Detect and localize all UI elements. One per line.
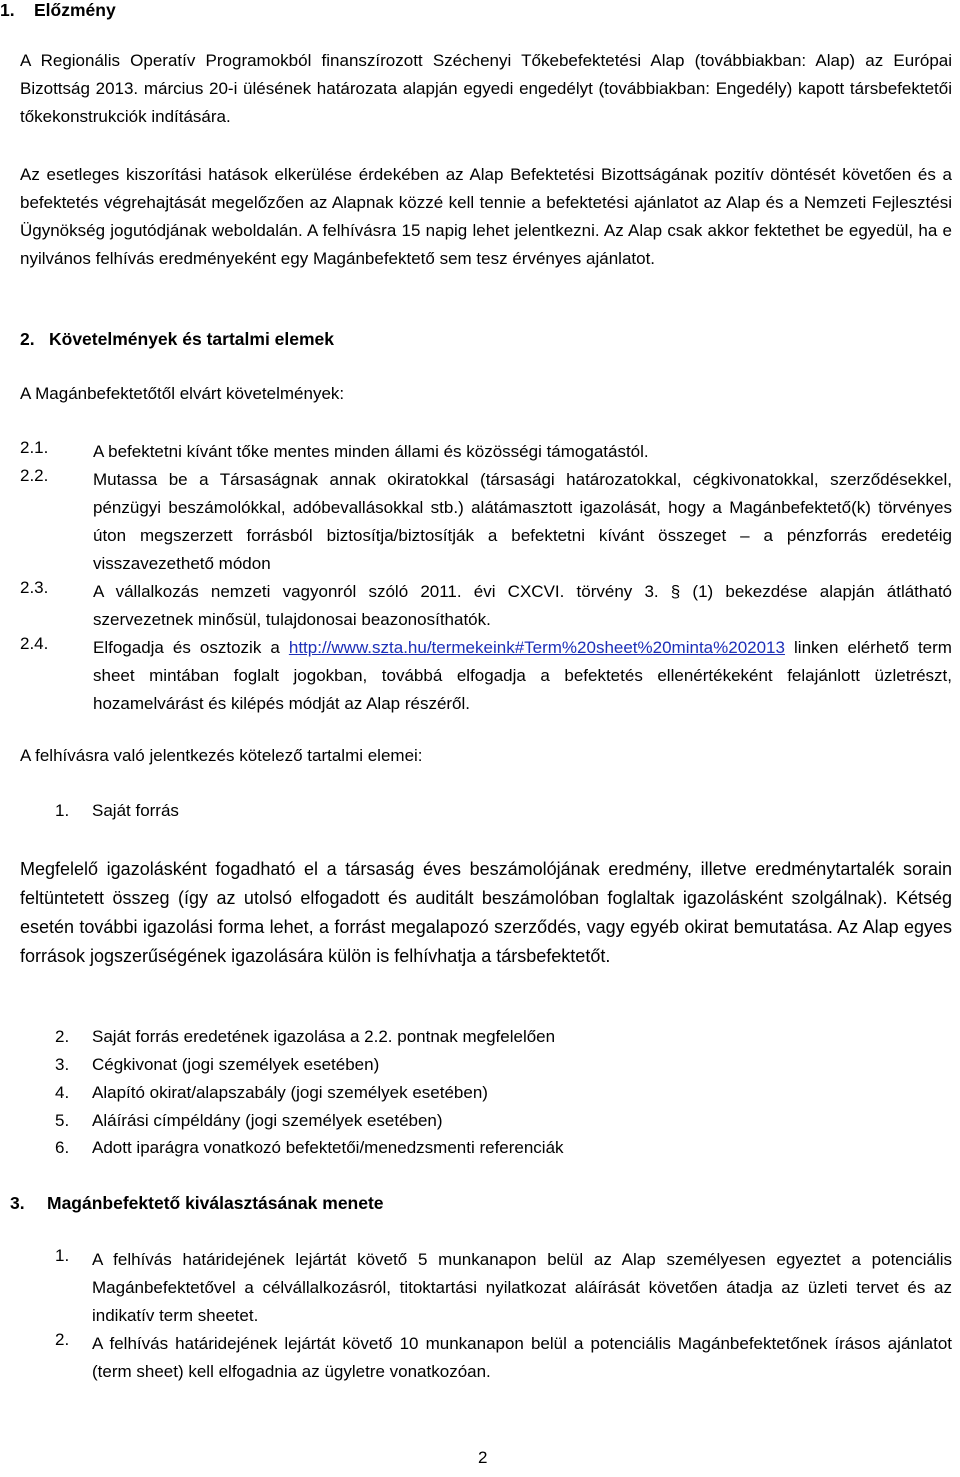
requirements-list	[20, 438, 952, 718]
list-item-number: 1.	[55, 1246, 70, 1265]
list-item-number: 2.2.	[20, 466, 49, 485]
content-list	[55, 1027, 855, 1167]
list-item-text: Saját forrás eredetének igazolása a 2.2. pontnak megfelelően	[92, 1027, 556, 1046]
list-item-number: 2.1.	[20, 438, 49, 457]
list-item-text: Saját forrás	[92, 801, 179, 820]
section-2-number: 2.	[20, 329, 35, 349]
list-item-text: Cégkivonat (jogi személyek esetében)	[92, 1055, 380, 1074]
section-2-paragraph: Megfelelő igazolásként fogadható el a társaság éves beszámolójának eredmény, illetve eredménytartalék sorain feltüntetett összeg (így az utolsó elfogadott és auditált beszámolóban foglaltak igazolásként szolgálnak). Kétség esetén további igazolási forma lehet, a forrást megalapozó szerződés, vagy egyéb okirat bemutatása. Az Alap egyes források jogszerűségének igazolására külön is felhívhatja a társbefektetőt.	[20, 859, 952, 966]
list-item-number: 2.	[55, 1330, 70, 1349]
list-item-number: 2.3.	[20, 578, 49, 597]
section-1-number: 1.	[0, 0, 15, 20]
list-item-number: 6.	[55, 1138, 70, 1157]
section-3-number: 3.	[10, 1193, 25, 1213]
list-item-number: 5.	[55, 1111, 70, 1130]
page-number: 2	[478, 1448, 488, 1467]
list-item-text-after: linken elérhető term sheet mintában foglalt jogokban, továbbá elfogadja a befektetés ellenértékeként felajánlott üzletrészt, hozamelvárást és kilépés módját az Alap részéről.	[93, 638, 952, 713]
list-item-text: A vállalkozás nemzeti vagyonról szóló 2011. évi CXCVI. törvény 3. § (1) bekezdése alapján átlátható szervezetnek minősül, tulajdonosai beazonosíthatók.	[93, 582, 952, 629]
selection-process-list	[55, 1246, 952, 1396]
section-1-title: Előzmény	[34, 0, 116, 20]
term-sheet-link[interactable]: http://www.szta.hu/termekeink#Term%20sheet%20minta%202013	[288, 638, 785, 657]
list-item-text-before: Elfogadja és osztozik a	[93, 638, 280, 657]
list-item-text: A felhívás határidejének lejártát követő 10 munkanapon belül a potenciális Magánbefektetőnek írásos ajánlatot (term sheet) kell elfogadnia az ügyletre vonatkozóan.	[92, 1334, 952, 1381]
list-item-text: A felhívás határidejének lejártát követő 5 munkanapon belül az Alap személyesen egyeztet a potenciális Magánbefektetővel a célvállalkozásról, titoktartási nyilatkozat aláírását követően átadja az üzleti tervet és az indikatív term sheetet.	[92, 1250, 952, 1325]
list-item-text: A befektetni kívánt tőke mentes minden állami és közösségi támogatástól.	[93, 442, 649, 461]
list-item-text: Mutassa be a Társaságnak annak okiratokkal (társasági határozatokkal, cégkivonatokkal, szerződésekkel, pénzügyi beszámolókkal, adóbevallásokkal stb.) alátámasztott igazolását, hogy a Magánbefektető(k) törvényes úton megszerzett forrásból biztosítja/biztosítják a befektetni kívánt összeget – a pénzforrás eredetéig visszavezethető módon	[93, 470, 952, 573]
list-item-text	[93, 634, 952, 718]
section-1-paragraph-2: Az esetleges kiszorítási hatások elkerülése érdekében az Alap Befektetési Bizottságának pozitív döntését követően és a befektetés végrehajtását megelőzően az Alapnak közzé kell tennie a befektetési ajánlatot az Alap és a Nemzeti Fejlesztési Ügynökség jogutódjának weboldalán. A felhívásra 15 napig lehet jelentkezni. Az Alap csak akkor fektethet be egyedül, ha e nyilvános felhívás eredményeként egy Magánbefektető sem tesz érvényes ajánlatot.	[20, 165, 952, 268]
content-elements-title: A felhívásra való jelentkezés kötelező tartalmi elemei:	[20, 746, 423, 765]
list-item-number: 3.	[55, 1055, 70, 1074]
list-item-text: Aláírási címpéldány (jogi személyek esetében)	[92, 1111, 443, 1130]
list-item-text: Adott iparágra vonatkozó befektetői/menedzsmenti referenciák	[92, 1138, 564, 1157]
requirements-subtitle: A Magánbefektetőtől elvárt követelmények:	[20, 384, 345, 403]
list-item-number: 2.	[55, 1027, 70, 1046]
list-item-number: 2.4.	[20, 634, 49, 653]
list-item-number: 4.	[55, 1083, 70, 1102]
list-item-number: 1.	[55, 801, 70, 820]
section-3-title: Magánbefektető kiválasztásának menete	[47, 1193, 384, 1213]
list-item-text: Alapító okirat/alapszabály (jogi személyek esetében)	[92, 1083, 488, 1102]
section-2-title: Követelmények és tartalmi elemek	[49, 329, 335, 349]
section-1-paragraph-1: A Regionális Operatív Programokból finanszírozott Széchenyi Tőkebefektetési Alap (továbbiakban: Alap) az Európai Bizottság 2013. március 20-i ülésének határozata alapján egyedi engedélyt (továbbiakban: Engedély) kapott társbefektetői tőkekonstrukciók indítására.	[20, 51, 952, 126]
